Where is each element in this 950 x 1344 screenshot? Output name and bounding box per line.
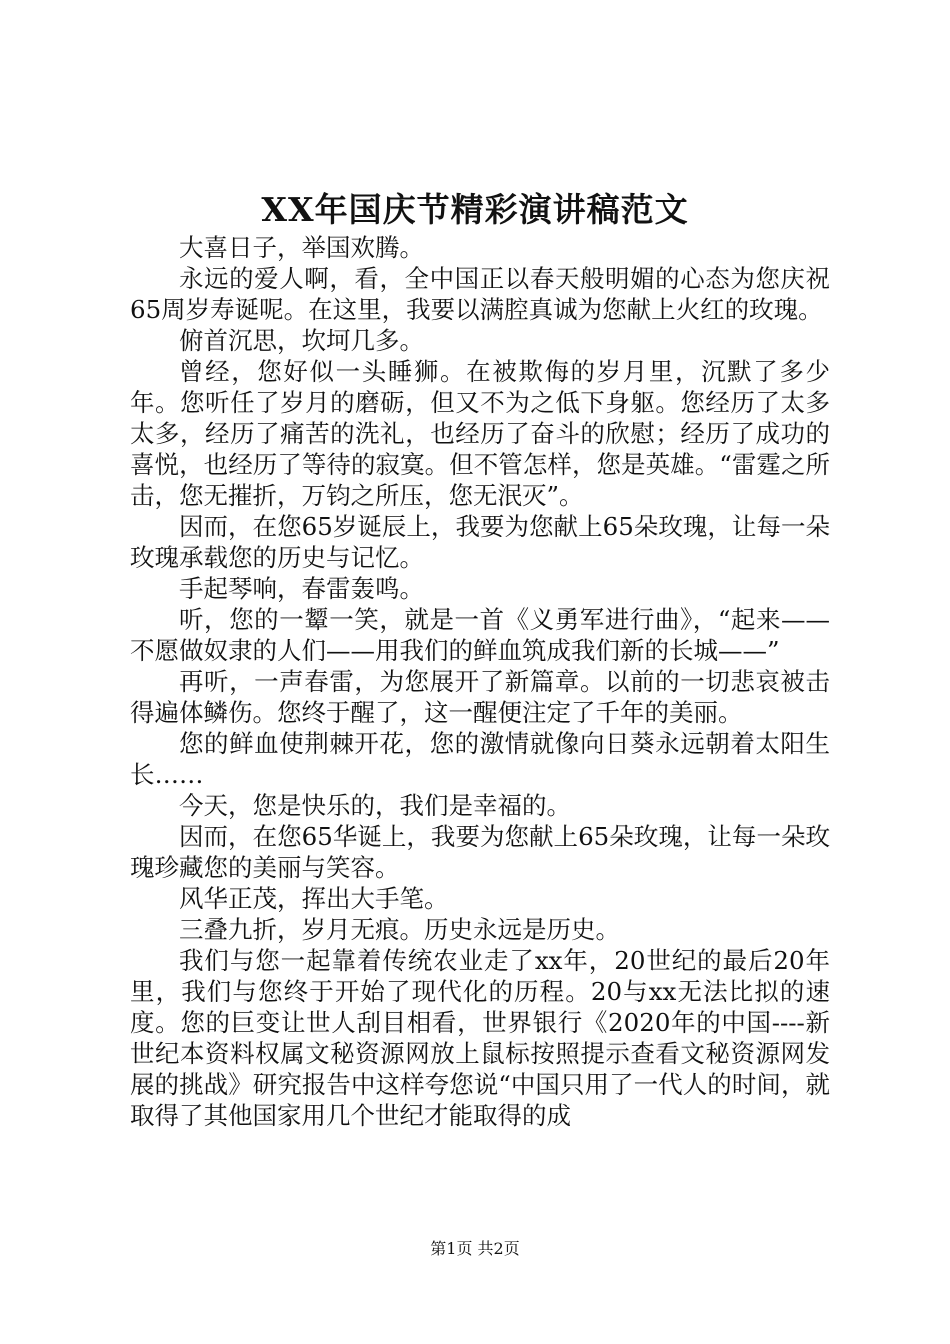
paragraph: 您的鲜血使荆棘开花，您的激情就像向日葵永远朝着太阳生长…… <box>130 729 830 789</box>
paragraph: 因而，在您65岁诞辰上，我要为您献上65朵玫瑰，让每一朵玫瑰承载您的历史与记忆。 <box>130 512 830 572</box>
paragraph: 曾经，您好似一头睡狮。在被欺侮的岁月里，沉默了多少年。您听任了岁月的磨砺，但又不为之低下身躯。您经历了太多太多，经历了痛苦的洗礼，也经历了奋斗的欣慰；经历了成功的喜悦，也经历了等待的寂寞。但不管怎样，您是英雄。“雷霆之所击，您无摧折，万钧之所压，您无泯灭”。 <box>130 357 830 510</box>
paragraph: 听，您的一颦一笑，就是一首《义勇军进行曲》，“起来——不愿做奴隶的人们——用我们的鲜血筑成我们新的长城——” <box>130 605 830 665</box>
page-footer: 第1页 共2页 <box>430 1239 520 1258</box>
paragraph: 因而，在您65华诞上，我要为您献上65朵玫瑰，让每一朵玫瑰珍藏您的美丽与笑容。 <box>130 822 830 882</box>
document-title: XX年国庆节精彩演讲稿范文 <box>261 190 689 229</box>
paragraph: 俯首沉思，坎坷几多。 <box>179 326 424 355</box>
paragraph: 手起琴响，春雷轰鸣。 <box>179 574 424 603</box>
paragraph: 风华正茂，挥出大手笔。 <box>179 884 449 913</box>
paragraph: 三叠九折，岁月无痕。历史永远是历史。 <box>179 915 620 944</box>
paragraph: 永远的爱人啊，看，全中国正以春天般明媚的心态为您庆祝65周岁寿诞呢。在这里，我要以满腔真诚为您献上火红的玫瑰。 <box>130 264 830 324</box>
paragraph: 我们与您一起靠着传统农业走了xx年，20世纪的最后20年里，我们与您终于开始了现代化的历程。20与xx无法比拟的速度。您的巨变让世人刮目相看，世界银行《2020年的中国----新世纪本资料权属文秘资源网放上鼠标按照提示查看文秘资源网发展的挑战》研究报告中这样夸您说“中国只用了一代人的时间，就取得了其他国家用几个世纪才能取得的成 <box>130 946 830 1130</box>
paragraph: 今天，您是快乐的，我们是幸福的。 <box>179 791 571 820</box>
paragraph: 再听，一声春雷，为您展开了新篇章。以前的一切悲哀被击得遍体鳞伤。您终于醒了，这一醒便注定了千年的美丽。 <box>130 667 830 727</box>
document-body <box>130 232 830 1131</box>
paragraph: 大喜日子，举国欢腾。 <box>179 233 424 262</box>
